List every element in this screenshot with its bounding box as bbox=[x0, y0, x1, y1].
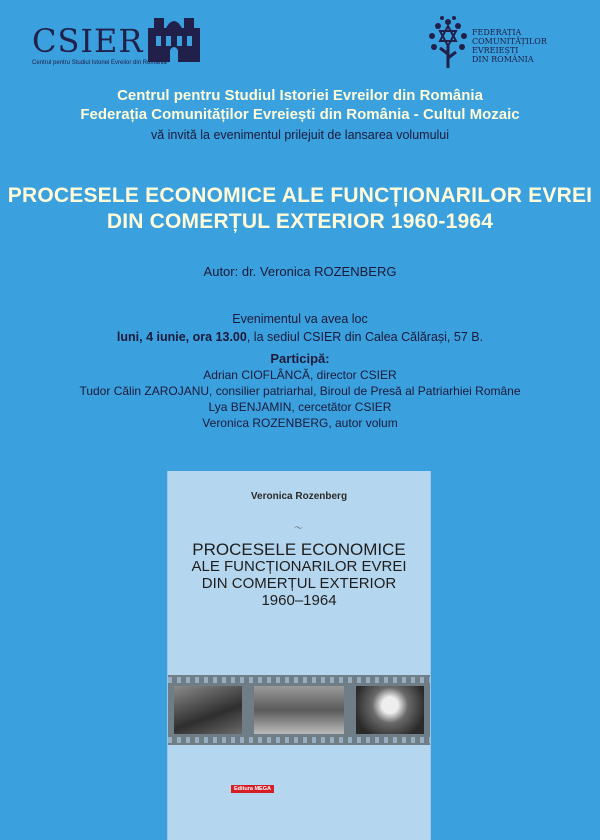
event-intro: Evenimentul va avea loc bbox=[232, 312, 368, 326]
star-of-david-tree-icon bbox=[428, 14, 468, 70]
photo-corridor bbox=[356, 686, 424, 734]
photo-people bbox=[174, 686, 242, 734]
synagogue-icon bbox=[144, 14, 204, 62]
film-holes-top bbox=[168, 677, 430, 683]
event-date: luni, 4 iunie, ora 13.00 bbox=[116, 330, 247, 344]
event-details bbox=[0, 310, 600, 346]
csier-tagline: Centrul pentru Studiul Istoriei Evreilor din România bbox=[32, 60, 167, 66]
event-date-location bbox=[0, 328, 600, 346]
organizers bbox=[0, 86, 600, 124]
invitation-text: vă invită la evenimentul prilejuit de lansarea volumului bbox=[150, 128, 450, 142]
fcer-line-4: DIN ROMÂNIA bbox=[472, 55, 534, 64]
book-cover-author: Veronica Rozenberg bbox=[250, 491, 348, 502]
organizer-fcer: Federația Comunităților Evreiești din România - Cultul Mozaic bbox=[80, 106, 520, 123]
csier-logo bbox=[32, 14, 232, 74]
participants-heading: Participă: bbox=[270, 351, 330, 366]
film-strip bbox=[168, 675, 430, 745]
ornament-icon: 〜 bbox=[294, 523, 304, 533]
csier-logo-text: CSIER bbox=[32, 22, 144, 60]
title-line-1: PROCESELE ECONOMICE ALE FUNCȚIONARILOR EVREI bbox=[7, 184, 593, 207]
author-line: Autor: dr. Veronica ROZENBERG bbox=[203, 264, 397, 279]
publisher-badge: Editura MEGA bbox=[231, 785, 274, 793]
participant-item: Lya BENJAMIN, cercetător CSIER bbox=[208, 400, 392, 414]
participant-item: Tudor Călin ZAROJANU, consilier patriarhal, Biroul de Presă al Patriarhiei Române bbox=[79, 384, 521, 398]
fcer-line-2: COMUNITĂȚILOR bbox=[472, 37, 547, 46]
fcer-line-1: FEDERAȚIA bbox=[472, 28, 522, 37]
photo-building bbox=[254, 686, 344, 734]
participant-item: Veronica ROZENBERG, autor volum bbox=[202, 416, 398, 430]
event-location: , la sediul CSIER din Calea Călărași, 57 B. bbox=[246, 330, 484, 344]
participants bbox=[0, 351, 600, 431]
book-title-line: DIN COMERȚUL EXTERIOR bbox=[201, 575, 397, 592]
book-cover-title bbox=[168, 541, 430, 609]
participant-item: Adrian CIOFLÂNCĂ, director CSIER bbox=[203, 368, 397, 382]
organizer-csier: Centrul pentru Studiul Istoriei Evreilor din România bbox=[117, 87, 483, 104]
film-holes-bottom bbox=[168, 737, 430, 743]
fcer-logo bbox=[428, 14, 588, 76]
title-line-2: DIN COMERȚUL EXTERIOR 1960-1964 bbox=[106, 210, 494, 233]
book-title-line: PROCESELE ECONOMICE bbox=[192, 540, 406, 559]
book-title-line: ALE FUNCȚIONARILOR EVREI bbox=[191, 558, 407, 575]
book-cover bbox=[167, 471, 431, 840]
book-title-heading bbox=[0, 183, 600, 235]
fcer-name bbox=[472, 28, 547, 64]
fcer-line-3: EVREIEȘTI bbox=[472, 46, 519, 55]
book-title-line: 1960–1964 bbox=[261, 592, 337, 609]
